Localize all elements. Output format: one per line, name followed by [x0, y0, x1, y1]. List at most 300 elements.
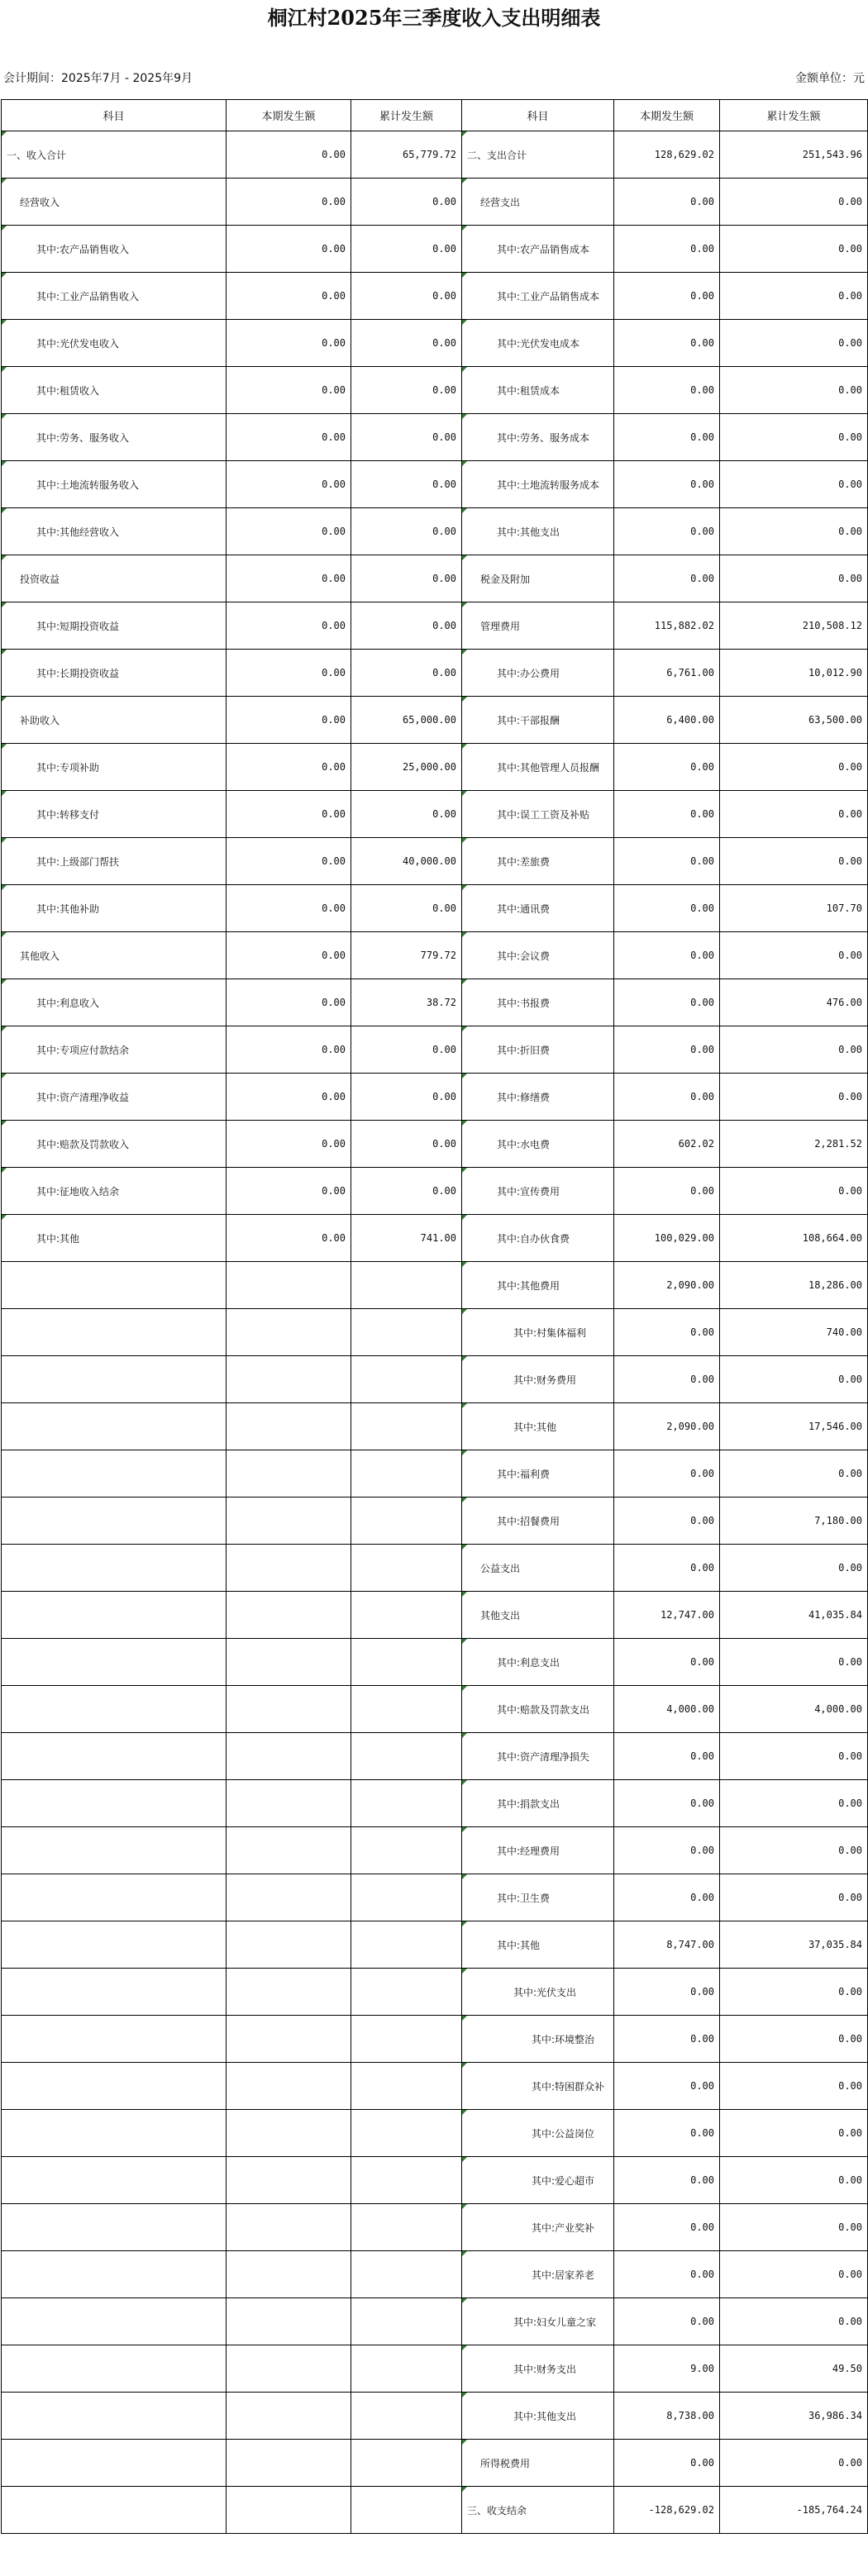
income-current-cell: 0.00	[227, 1168, 351, 1215]
income-current-cell: 0.00	[227, 1074, 351, 1121]
expense-current-cell: 0.00	[614, 273, 720, 320]
income-current-cell: 0.00	[227, 650, 351, 697]
expense-cumulative-cell: 18,286.00	[720, 1262, 868, 1309]
expense-current-cell: 0.00	[614, 179, 720, 226]
income-current-cell	[227, 1592, 351, 1639]
income-item-cell	[2, 1592, 227, 1639]
expense-current-cell: 0.00	[614, 2298, 720, 2345]
income-item-cell: 其中:上级部门帮扶	[2, 838, 227, 885]
income-item-cell: 其中:劳务、服务收入	[2, 414, 227, 461]
table-row	[2, 1498, 868, 1545]
expense-item-cell: 其中:财务费用	[462, 1356, 614, 1403]
expense-item-cell: 其中:居家养老	[462, 2251, 614, 2298]
expense-current-cell: 0.00	[614, 838, 720, 885]
income-current-cell: 0.00	[227, 179, 351, 226]
expense-cumulative-cell: 0.00	[720, 1874, 868, 1921]
income-current-cell	[227, 1921, 351, 1969]
income-cumulative-cell	[351, 2298, 462, 2345]
table-row	[2, 2063, 868, 2110]
income-current-cell: 0.00	[227, 508, 351, 555]
expense-item-cell: 所得税费用	[462, 2440, 614, 2487]
table-row	[2, 273, 868, 320]
income-current-cell: 0.00	[227, 697, 351, 744]
income-item-cell	[2, 2393, 227, 2440]
expense-cumulative-cell: 108,664.00	[720, 1215, 868, 1262]
table-row	[2, 791, 868, 838]
expense-current-cell: -128,629.02	[614, 2487, 720, 2534]
table-row	[2, 650, 868, 697]
income-current-cell	[227, 1733, 351, 1780]
expense-item-cell: 其中:工业产品销售成本	[462, 273, 614, 320]
income-cumulative-cell	[351, 1498, 462, 1545]
expense-item-cell: 其中:光伏支出	[462, 1969, 614, 2016]
table-row	[2, 131, 868, 179]
expense-item-cell: 其中:其他管理人员报酬	[462, 744, 614, 791]
expense-cumulative-cell: 0.00	[720, 273, 868, 320]
table-row	[2, 1262, 868, 1309]
expense-current-cell: 0.00	[614, 1356, 720, 1403]
income-item-cell	[2, 1780, 227, 1827]
expense-current-cell: 0.00	[614, 1969, 720, 2016]
income-item-cell	[2, 1733, 227, 1780]
expense-current-cell: 0.00	[614, 1545, 720, 1592]
income-cumulative-cell	[351, 1686, 462, 1733]
income-cumulative-cell	[351, 1733, 462, 1780]
expense-cumulative-cell: 210,508.12	[720, 602, 868, 650]
expense-cumulative-cell: 0.00	[720, 179, 868, 226]
header-income-current: 本期发生额	[227, 100, 351, 131]
table-row	[2, 602, 868, 650]
income-current-cell: 0.00	[227, 226, 351, 273]
income-item-cell: 经营收入	[2, 179, 227, 226]
expense-item-cell: 其中:土地流转服务成本	[462, 461, 614, 508]
income-current-cell	[227, 1639, 351, 1686]
income-current-cell	[227, 1827, 351, 1874]
expense-cumulative-cell: 0.00	[720, 1026, 868, 1074]
income-current-cell: 0.00	[227, 602, 351, 650]
expense-item-cell: 其中:其他费用	[462, 1262, 614, 1309]
income-current-cell	[227, 1356, 351, 1403]
table-row	[2, 2393, 868, 2440]
table-row	[2, 2016, 868, 2063]
income-item-cell	[2, 2251, 227, 2298]
expense-current-cell: 0.00	[614, 1498, 720, 1545]
income-cumulative-cell: 65,779.72	[351, 131, 462, 179]
income-current-cell	[227, 2157, 351, 2204]
income-cumulative-cell	[351, 1969, 462, 2016]
income-cumulative-cell	[351, 1403, 462, 1450]
expense-cumulative-cell: 0.00	[720, 320, 868, 367]
table-row	[2, 1827, 868, 1874]
expense-item-cell: 其中:其他	[462, 1403, 614, 1450]
table-row	[2, 2298, 868, 2345]
expense-item-cell: 其中:其他支出	[462, 508, 614, 555]
income-current-cell: 0.00	[227, 367, 351, 414]
expense-cumulative-cell: 0.00	[720, 1356, 868, 1403]
income-current-cell	[227, 1498, 351, 1545]
expense-current-cell: 8,747.00	[614, 1921, 720, 1969]
expense-current-cell: 0.00	[614, 1733, 720, 1780]
table-row	[2, 555, 868, 602]
income-cumulative-cell: 0.00	[351, 1168, 462, 1215]
expense-item-cell: 其中:招餐费用	[462, 1498, 614, 1545]
income-item-cell: 其中:短期投资收益	[2, 602, 227, 650]
income-current-cell	[227, 1874, 351, 1921]
income-current-cell: 0.00	[227, 320, 351, 367]
header-income-cumulative: 累计发生额	[351, 100, 462, 131]
expense-item-cell: 其中:干部报酬	[462, 697, 614, 744]
income-cumulative-cell	[351, 2063, 462, 2110]
income-cumulative-cell	[351, 2251, 462, 2298]
expense-current-cell: 0.00	[614, 1309, 720, 1356]
income-item-cell: 补助收入	[2, 697, 227, 744]
expense-cumulative-cell: 17,546.00	[720, 1403, 868, 1450]
expense-current-cell: 6,400.00	[614, 697, 720, 744]
income-item-cell	[2, 1356, 227, 1403]
expense-current-cell: 0.00	[614, 1450, 720, 1498]
expense-item-cell: 其中:农产品销售成本	[462, 226, 614, 273]
expense-current-cell: 0.00	[614, 791, 720, 838]
income-current-cell	[227, 2204, 351, 2251]
expense-cumulative-cell: 0.00	[720, 791, 868, 838]
table-row	[2, 2204, 868, 2251]
income-cumulative-cell	[351, 1262, 462, 1309]
income-item-cell: 其中:专项补助	[2, 744, 227, 791]
expense-item-cell: 其中:修缮费	[462, 1074, 614, 1121]
income-cumulative-cell	[351, 2110, 462, 2157]
table-row	[2, 1121, 868, 1168]
expense-current-cell: 0.00	[614, 744, 720, 791]
income-cumulative-cell	[351, 1639, 462, 1686]
accounting-period: 会计期间：2025年7月 - 2025年9月	[3, 72, 193, 85]
table-row	[2, 979, 868, 1026]
expense-item-cell: 其中:利息支出	[462, 1639, 614, 1686]
expense-current-cell: 0.00	[614, 979, 720, 1026]
income-current-cell: 0.00	[227, 1215, 351, 1262]
income-current-cell	[227, 2298, 351, 2345]
table-row	[2, 1639, 868, 1686]
expense-item-cell: 其中:折旧费	[462, 1026, 614, 1074]
expense-cumulative-cell: 0.00	[720, 1545, 868, 1592]
expense-current-cell: 0.00	[614, 461, 720, 508]
expense-current-cell: 0.00	[614, 414, 720, 461]
income-cumulative-cell: 0.00	[351, 1074, 462, 1121]
income-cumulative-cell: 0.00	[351, 414, 462, 461]
income-current-cell: 0.00	[227, 131, 351, 179]
income-cumulative-cell	[351, 2440, 462, 2487]
expense-cumulative-cell: 251,543.96	[720, 131, 868, 179]
income-current-cell	[227, 1545, 351, 1592]
expense-cumulative-cell: 10,012.90	[720, 650, 868, 697]
expense-current-cell: 0.00	[614, 320, 720, 367]
expense-item-cell: 三、收支结余	[462, 2487, 614, 2534]
income-item-cell	[2, 2016, 227, 2063]
report-meta	[0, 68, 868, 88]
income-current-cell: 0.00	[227, 791, 351, 838]
income-current-cell: 0.00	[227, 1026, 351, 1074]
expense-cumulative-cell: 37,035.84	[720, 1921, 868, 1969]
expense-cumulative-cell: 0.00	[720, 1969, 868, 2016]
expense-item-cell: 其中:其他支出	[462, 2393, 614, 2440]
income-item-cell	[2, 2487, 227, 2534]
income-item-cell: 其中:其他	[2, 1215, 227, 1262]
header-expense-current: 本期发生额	[614, 100, 720, 131]
income-cumulative-cell: 0.00	[351, 1026, 462, 1074]
table-row	[2, 1215, 868, 1262]
income-cumulative-cell	[351, 1309, 462, 1356]
table-row	[2, 1168, 868, 1215]
income-cumulative-cell	[351, 1827, 462, 1874]
table-row	[2, 2487, 868, 2534]
income-current-cell: 0.00	[227, 555, 351, 602]
income-item-cell	[2, 1262, 227, 1309]
expense-cumulative-cell: 0.00	[720, 2110, 868, 2157]
income-current-cell: 0.00	[227, 979, 351, 1026]
income-current-cell	[227, 2345, 351, 2393]
expense-item-cell: 其中:资产清理净损失	[462, 1733, 614, 1780]
income-current-cell	[227, 2016, 351, 2063]
expense-current-cell: 0.00	[614, 2157, 720, 2204]
expense-cumulative-cell: 0.00	[720, 1827, 868, 1874]
expense-item-cell: 其中:误工工资及补贴	[462, 791, 614, 838]
income-item-cell	[2, 2063, 227, 2110]
table-row	[2, 1356, 868, 1403]
income-item-cell: 其中:农产品销售收入	[2, 226, 227, 273]
expense-cumulative-cell: 0.00	[720, 226, 868, 273]
income-cumulative-cell	[351, 1921, 462, 1969]
expense-item-cell: 其中:妇女儿童之家	[462, 2298, 614, 2345]
income-current-cell: 0.00	[227, 1121, 351, 1168]
expense-item-cell: 其中:特困群众补	[462, 2063, 614, 2110]
expense-item-cell: 其中:水电费	[462, 1121, 614, 1168]
header-income-item: 科目	[2, 100, 227, 131]
expense-current-cell: 0.00	[614, 2063, 720, 2110]
income-cumulative-cell	[351, 2487, 462, 2534]
expense-item-cell: 其中:书报费	[462, 979, 614, 1026]
income-current-cell	[227, 1262, 351, 1309]
income-cumulative-cell: 0.00	[351, 273, 462, 320]
income-item-cell	[2, 2157, 227, 2204]
income-cumulative-cell	[351, 1592, 462, 1639]
expense-current-cell: 0.00	[614, 2016, 720, 2063]
income-current-cell: 0.00	[227, 461, 351, 508]
income-current-cell: 0.00	[227, 273, 351, 320]
income-cumulative-cell: 65,000.00	[351, 697, 462, 744]
expense-current-cell: 0.00	[614, 932, 720, 979]
expense-current-cell: 2,090.00	[614, 1403, 720, 1450]
expense-current-cell: 8,738.00	[614, 2393, 720, 2440]
income-item-cell: 其中:资产清理净收益	[2, 1074, 227, 1121]
income-item-cell: 其他收入	[2, 932, 227, 979]
expense-current-cell: 0.00	[614, 1074, 720, 1121]
expense-item-cell: 其中:自办伙食费	[462, 1215, 614, 1262]
expense-current-cell: 0.00	[614, 508, 720, 555]
expense-item-cell: 其中:产业奖补	[462, 2204, 614, 2251]
header-expense-cumulative: 累计发生额	[720, 100, 868, 131]
expense-cumulative-cell: 0.00	[720, 2204, 868, 2251]
income-item-cell	[2, 2298, 227, 2345]
table-row	[2, 2440, 868, 2487]
income-item-cell	[2, 1686, 227, 1733]
expense-item-cell: 管理费用	[462, 602, 614, 650]
income-current-cell: 0.00	[227, 932, 351, 979]
income-item-cell	[2, 1827, 227, 1874]
expense-cumulative-cell: 7,180.00	[720, 1498, 868, 1545]
expense-current-cell: 0.00	[614, 2110, 720, 2157]
table-row	[2, 1874, 868, 1921]
income-cumulative-cell	[351, 1874, 462, 1921]
expense-item-cell: 其中:福利费	[462, 1450, 614, 1498]
expense-cumulative-cell: 0.00	[720, 2440, 868, 2487]
income-item-cell	[2, 1639, 227, 1686]
income-cumulative-cell	[351, 2157, 462, 2204]
expense-current-cell: 0.00	[614, 885, 720, 932]
income-item-cell	[2, 1309, 227, 1356]
table-row	[2, 1592, 868, 1639]
expense-item-cell: 其中:爱心超市	[462, 2157, 614, 2204]
table-row	[2, 838, 868, 885]
income-cumulative-cell	[351, 2393, 462, 2440]
table-row	[2, 226, 868, 273]
income-cumulative-cell	[351, 1450, 462, 1498]
income-cumulative-cell: 38.72	[351, 979, 462, 1026]
income-item-cell: 其中:征地收入结余	[2, 1168, 227, 1215]
table-row	[2, 1921, 868, 1969]
table-row	[2, 1026, 868, 1074]
income-item-cell: 其中:转移支付	[2, 791, 227, 838]
income-current-cell	[227, 1450, 351, 1498]
expense-current-cell: 0.00	[614, 1874, 720, 1921]
income-current-cell	[227, 2251, 351, 2298]
income-cumulative-cell	[351, 1545, 462, 1592]
income-cumulative-cell: 0.00	[351, 650, 462, 697]
table-row	[2, 1969, 868, 2016]
currency-unit: 金额单位：元	[795, 72, 865, 85]
income-cumulative-cell: 0.00	[351, 461, 462, 508]
income-cumulative-cell	[351, 2345, 462, 2393]
expense-cumulative-cell: 740.00	[720, 1309, 868, 1356]
expense-cumulative-cell: 0.00	[720, 1639, 868, 1686]
header-expense-item: 科目	[462, 100, 614, 131]
table-row	[2, 2251, 868, 2298]
expense-item-cell: 经营支出	[462, 179, 614, 226]
table-row	[2, 885, 868, 932]
income-cumulative-cell: 0.00	[351, 226, 462, 273]
expense-cumulative-cell: 0.00	[720, 932, 868, 979]
income-cumulative-cell: 0.00	[351, 1121, 462, 1168]
income-current-cell	[227, 1686, 351, 1733]
expense-item-cell: 其中:宣传费用	[462, 1168, 614, 1215]
income-cumulative-cell: 0.00	[351, 885, 462, 932]
income-current-cell	[227, 2487, 351, 2534]
table-row	[2, 179, 868, 226]
expense-item-cell: 其中:差旅费	[462, 838, 614, 885]
expense-item-cell: 税金及附加	[462, 555, 614, 602]
expense-cumulative-cell: 0.00	[720, 555, 868, 602]
expense-item-cell: 其中:村集体福利	[462, 1309, 614, 1356]
expense-current-cell: 0.00	[614, 1780, 720, 1827]
expense-cumulative-cell: 41,035.84	[720, 1592, 868, 1639]
income-item-cell: 投资收益	[2, 555, 227, 602]
income-cumulative-cell	[351, 1780, 462, 1827]
expense-cumulative-cell: 0.00	[720, 461, 868, 508]
expense-current-cell: 0.00	[614, 1639, 720, 1686]
income-cumulative-cell: 741.00	[351, 1215, 462, 1262]
expense-current-cell: 128,629.02	[614, 131, 720, 179]
expense-current-cell: 602.02	[614, 1121, 720, 1168]
table-row	[2, 508, 868, 555]
expense-item-cell: 二、支出合计	[462, 131, 614, 179]
expense-current-cell: 0.00	[614, 555, 720, 602]
table-header-row	[2, 100, 868, 131]
income-item-cell	[2, 1545, 227, 1592]
expense-current-cell: 6,761.00	[614, 650, 720, 697]
table-row	[2, 414, 868, 461]
expense-item-cell: 其中:光伏发电成本	[462, 320, 614, 367]
expense-cumulative-cell: 0.00	[720, 1074, 868, 1121]
expense-current-cell: 0.00	[614, 2251, 720, 2298]
page-title: 桐江村2025年三季度收入支出明细表	[267, 6, 601, 30]
expense-current-cell: 0.00	[614, 2440, 720, 2487]
table-row	[2, 1403, 868, 1450]
income-current-cell	[227, 2393, 351, 2440]
expense-current-cell: 115,882.02	[614, 602, 720, 650]
expense-current-cell: 0.00	[614, 1026, 720, 1074]
income-cumulative-cell: 0.00	[351, 367, 462, 414]
expense-cumulative-cell: 0.00	[720, 744, 868, 791]
income-cumulative-cell	[351, 1356, 462, 1403]
income-current-cell	[227, 2110, 351, 2157]
income-current-cell: 0.00	[227, 744, 351, 791]
expense-current-cell: 0.00	[614, 226, 720, 273]
expense-item-cell: 其他支出	[462, 1592, 614, 1639]
expense-current-cell: 2,090.00	[614, 1262, 720, 1309]
table-row	[2, 1733, 868, 1780]
expense-cumulative-cell: 49.50	[720, 2345, 868, 2393]
income-item-cell: 其中:租赁收入	[2, 367, 227, 414]
table-row	[2, 744, 868, 791]
table-row	[2, 932, 868, 979]
income-cumulative-cell: 779.72	[351, 932, 462, 979]
income-current-cell	[227, 1309, 351, 1356]
income-current-cell	[227, 1403, 351, 1450]
table-row	[2, 1309, 868, 1356]
income-current-cell	[227, 1780, 351, 1827]
expense-item-cell: 其中:公益岗位	[462, 2110, 614, 2157]
expense-cumulative-cell: 0.00	[720, 1733, 868, 1780]
table-row	[2, 1450, 868, 1498]
expense-cumulative-cell: 0.00	[720, 1450, 868, 1498]
expense-cumulative-cell: -185,764.24	[720, 2487, 868, 2534]
expense-item-cell: 其中:经理费用	[462, 1827, 614, 1874]
table-row	[2, 1686, 868, 1733]
table-row	[2, 1545, 868, 1592]
income-item-cell: 一、收入合计	[2, 131, 227, 179]
income-cumulative-cell: 0.00	[351, 320, 462, 367]
table-row	[2, 2110, 868, 2157]
income-cumulative-cell: 0.00	[351, 555, 462, 602]
expense-cumulative-cell: 4,000.00	[720, 1686, 868, 1733]
table-row	[2, 461, 868, 508]
expense-current-cell: 4,000.00	[614, 1686, 720, 1733]
table-row	[2, 697, 868, 744]
expense-current-cell: 0.00	[614, 1168, 720, 1215]
expense-item-cell: 其中:办公费用	[462, 650, 614, 697]
income-cumulative-cell: 0.00	[351, 508, 462, 555]
expense-cumulative-cell: 0.00	[720, 367, 868, 414]
expense-cumulative-cell: 107.70	[720, 885, 868, 932]
income-item-cell: 其中:长期投资收益	[2, 650, 227, 697]
